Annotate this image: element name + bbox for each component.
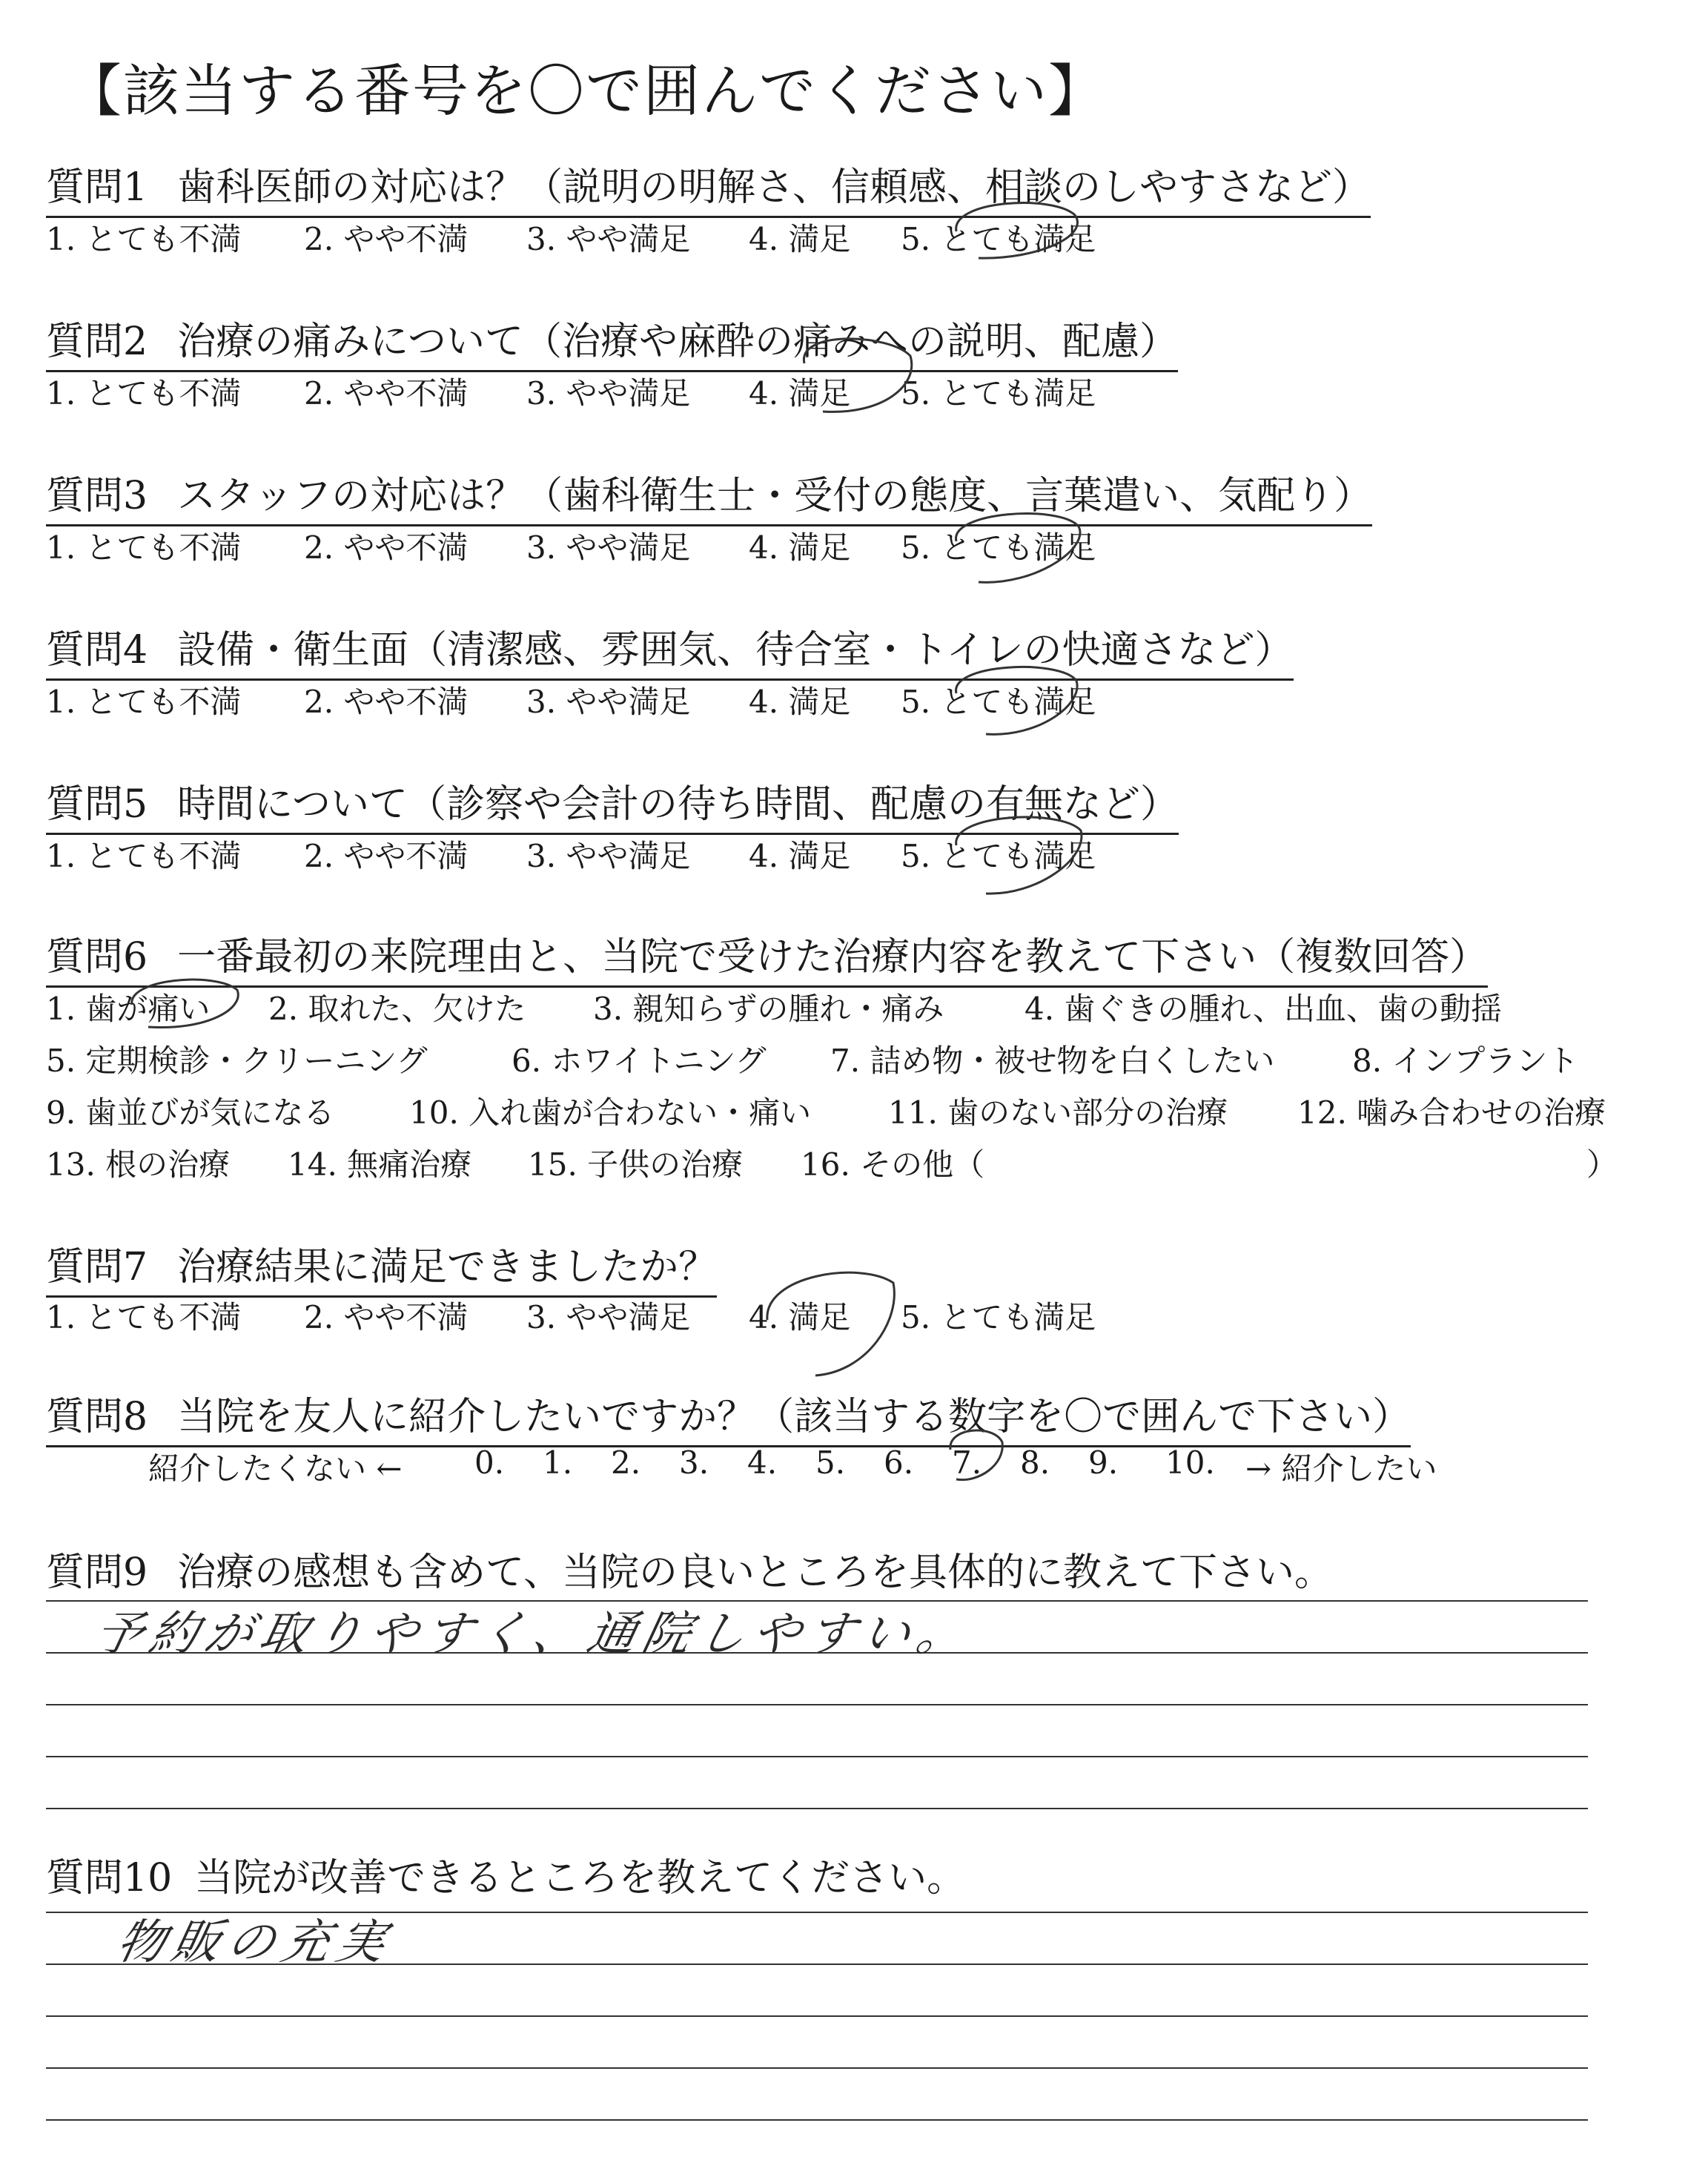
q8-scale-option[interactable]: 0. bbox=[474, 1444, 505, 1481]
q7-option[interactable]: 2. やや不満 bbox=[304, 1299, 469, 1335]
q4-text: 設備・衛生面（清潔感、雰囲気、待合室・トイレの快適さなど） bbox=[177, 628, 1294, 673]
q6-option[interactable]: 11. 歯のない部分の治療 bbox=[888, 1094, 1228, 1131]
q2-option[interactable]: 5. とても満足 bbox=[901, 375, 1096, 412]
q2-option[interactable]: 3. やや満足 bbox=[526, 375, 691, 412]
q10-label: 質問10 bbox=[46, 1856, 173, 1900]
q6-option[interactable]: 8. インプラント bbox=[1352, 1043, 1579, 1079]
q6-label: 質問6 bbox=[46, 935, 148, 980]
page-title: 【該当する番号を〇で囲んでください】 bbox=[65, 58, 1106, 124]
q8-scale-option[interactable]: 8. bbox=[1020, 1444, 1050, 1481]
q6-option[interactable]: 15. 子供の治療 bbox=[528, 1146, 744, 1183]
q8-right-label: → 紹介したい bbox=[1245, 1450, 1437, 1487]
q8-scale-option[interactable]: 2. bbox=[611, 1444, 641, 1481]
q5-option[interactable]: 2. やや不満 bbox=[304, 838, 469, 874]
q7-option[interactable]: 1. とても不満 bbox=[46, 1299, 242, 1335]
q9-label: 質問9 bbox=[46, 1550, 148, 1595]
q1-option[interactable]: 2. やや不満 bbox=[304, 221, 469, 257]
q3-option[interactable]: 5. とても満足 bbox=[901, 529, 1096, 566]
q6-circle-mark bbox=[132, 980, 238, 1027]
q8-label: 質問8 bbox=[46, 1395, 148, 1439]
q7-option[interactable]: 5. とても満足 bbox=[901, 1299, 1096, 1335]
q10-text: 当院が改善できるところを教えてください。 bbox=[194, 1856, 966, 1900]
q6-text: 一番最初の来院理由と、当院で受けた治療内容を教えて下さい（複数回答） bbox=[177, 935, 1489, 980]
q2-label: 質問2 bbox=[46, 320, 148, 364]
q5-option[interactable]: 4. 満足 bbox=[749, 838, 851, 874]
q7-circle-mark bbox=[767, 1272, 895, 1375]
q1-option[interactable]: 1. とても不満 bbox=[46, 221, 242, 257]
q6-option[interactable]: 12. 噛み合わせの治療 bbox=[1297, 1094, 1606, 1131]
q2-option[interactable]: 2. やや不満 bbox=[304, 375, 469, 412]
q6-option[interactable]: 10. 入れ歯が合わない・痛い bbox=[409, 1094, 812, 1131]
q4-circle-mark bbox=[956, 667, 1078, 734]
q6-option-other[interactable]: 16. その他（ bbox=[801, 1146, 985, 1183]
q4-option[interactable]: 4. 満足 bbox=[749, 684, 851, 720]
q6-other-close: ） bbox=[1586, 1146, 1618, 1183]
q4-option[interactable]: 2. やや不満 bbox=[304, 684, 469, 720]
q6-option[interactable]: 2. 取れた、欠けた bbox=[268, 991, 526, 1027]
q7-label: 質問7 bbox=[46, 1245, 148, 1289]
q8-left-label: 紹介したくない ← bbox=[148, 1450, 403, 1487]
q5-text: 時間について（診察や会計の待ち時間、配慮の有無など） bbox=[177, 782, 1179, 827]
q4-option[interactable]: 1. とても不満 bbox=[46, 684, 242, 720]
q6-option[interactable]: 9. 歯並びが気になる bbox=[46, 1094, 335, 1131]
q8-scale-option[interactable]: 10. bbox=[1165, 1444, 1215, 1481]
q2-circle-mark bbox=[804, 339, 911, 412]
q6-option[interactable]: 14. 無痛治療 bbox=[288, 1146, 472, 1183]
q2-text: 治療の痛みについて（治療や麻酔の痛みへの説明、配慮） bbox=[177, 320, 1179, 364]
q7-option[interactable]: 3. やや満足 bbox=[526, 1299, 691, 1335]
q6-option[interactable]: 7. 詰め物・被せ物を白くしたい bbox=[830, 1043, 1275, 1079]
q4-option[interactable]: 3. やや満足 bbox=[526, 684, 691, 720]
q8-scale-option[interactable]: 4. bbox=[747, 1444, 778, 1481]
q8-scale-option[interactable]: 1. bbox=[543, 1444, 573, 1481]
q8-scale-option[interactable]: 7. bbox=[952, 1444, 982, 1481]
q3-text: スタッフの対応は？（歯科衛生士・受付の態度、言葉遣い、気配り） bbox=[177, 474, 1373, 518]
q8-scale-option[interactable]: 3. bbox=[679, 1444, 709, 1481]
q5-option[interactable]: 1. とても不満 bbox=[46, 838, 242, 874]
q8-text: 当院を友人に紹介したいですか？（該当する数字を〇で囲んで下さい） bbox=[177, 1395, 1411, 1439]
q3-option[interactable]: 3. やや満足 bbox=[526, 529, 691, 566]
q1-text: 歯科医師の対応は？（説明の明解さ、信頼感、相談のしやすさなど） bbox=[177, 165, 1371, 210]
q7-option[interactable]: 4. 満足 bbox=[749, 1299, 851, 1335]
q1-option[interactable]: 4. 満足 bbox=[749, 221, 851, 257]
q9-handwritten-answer: 予約が取りやすく、通院しやすい。 bbox=[89, 1607, 979, 1662]
q10-handwritten-answer: 物販の充実 bbox=[111, 1915, 398, 1970]
q5-label: 質問5 bbox=[46, 782, 148, 827]
q5-option[interactable]: 5. とても満足 bbox=[901, 838, 1096, 874]
q1-label: 質問1 bbox=[46, 165, 148, 210]
q8-scale-option[interactable]: 9. bbox=[1088, 1444, 1119, 1481]
q3-circle-mark bbox=[956, 514, 1080, 583]
q3-option[interactable]: 4. 満足 bbox=[749, 529, 851, 566]
q3-label: 質問3 bbox=[46, 474, 148, 518]
q6-option[interactable]: 4. 歯ぐきの腫れ、出血、歯の動揺 bbox=[1025, 991, 1502, 1027]
q6-option[interactable]: 3. 親知らずの腫れ・痛み bbox=[593, 991, 944, 1027]
q4-label: 質問4 bbox=[46, 628, 148, 673]
q6-option[interactable]: 13. 根の治療 bbox=[46, 1146, 231, 1183]
q7-text: 治療結果に満足できましたか？ bbox=[177, 1245, 718, 1289]
q1-circle-mark bbox=[956, 203, 1078, 259]
q2-option[interactable]: 4. 満足 bbox=[749, 375, 851, 412]
q1-option[interactable]: 3. やや満足 bbox=[526, 221, 691, 257]
q8-scale-option[interactable]: 5. bbox=[815, 1444, 846, 1481]
q6-option[interactable]: 5. 定期検診・クリーニング bbox=[46, 1043, 428, 1079]
q6-option[interactable]: 1. 歯が痛い bbox=[46, 991, 211, 1027]
q6-option[interactable]: 6. ホワイトニング bbox=[512, 1043, 767, 1079]
q2-option[interactable]: 1. とても不満 bbox=[46, 375, 242, 412]
q8-circle-mark bbox=[950, 1430, 1002, 1480]
q5-circle-mark bbox=[956, 817, 1082, 894]
q8-scale-option[interactable]: 6. bbox=[884, 1444, 914, 1481]
q9-text: 治療の感想も含めて、当院の良いところを具体的に教えて下さい。 bbox=[177, 1550, 1334, 1595]
q3-option[interactable]: 2. やや不満 bbox=[304, 529, 469, 566]
q1-option[interactable]: 5. とても満足 bbox=[901, 221, 1096, 257]
q4-option[interactable]: 5. とても満足 bbox=[901, 684, 1096, 720]
q3-option[interactable]: 1. とても不満 bbox=[46, 529, 242, 566]
q5-option[interactable]: 3. やや満足 bbox=[526, 838, 691, 874]
